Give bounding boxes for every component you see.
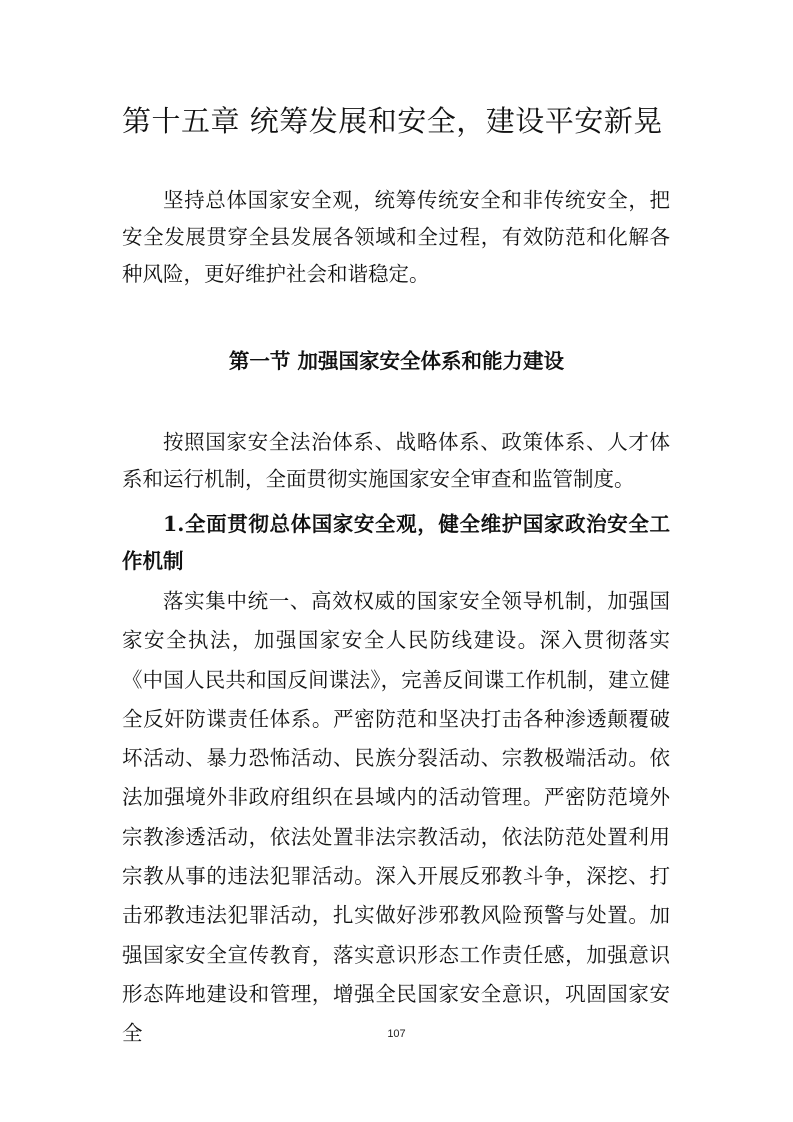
chapter-intro-paragraph: 坚持总体国家安全观，统筹传统安全和非传统安全，把安全发展贯穿全县发展各领域和全过程，有效防范和化解各种风险，更好维护社会和谐稳定。 — [122, 188, 670, 286]
page-number: 107 — [387, 1028, 406, 1040]
subsection-heading: 1.全面贯彻总体国家安全观，健全维护国家政治安全工作机制 — [122, 512, 670, 573]
subsection-body-paragraph: 落实集中统一、高效权威的国家安全领导机制，加强国家安全执法，加强国家安全人民防线建设。深入贯彻落实《中国人民共和国反间谍法》，完善反间谍工作机制，建立健全反奸防谍责任体系。严密防范和坚决打击各种渗透颠覆破坏活动、暴力恐怖活动、民族分裂活动、宗教极端活动。依法加强境外非政府组织在县域内的活动管理。严密防范境外宗教渗透活动，依法处置非法宗教活动，依法防范处置利用宗教从事的违法犯罪活动。深入开展反邪教斗争，深挖、打击邪教违法犯罪活动，扎实做好涉邪教风险预警与处置。加强国家安全宣传教育，落实意识形态工作责任感，加强意识形态阵地建设和管理，增强全民国家安全意识，巩固国家安全 — [122, 589, 670, 1046]
section-title: 第一节 加强国家安全体系和能力建设 — [228, 349, 565, 373]
chapter-title: 第十五章 统筹发展和安全，建设平安新晃 — [122, 104, 663, 138]
section-intro-paragraph: 按照国家安全法治体系、战略体系、政策体系、人才体系和运行机制，全面贯彻实施国家安全审查和监管制度。 — [122, 430, 670, 491]
